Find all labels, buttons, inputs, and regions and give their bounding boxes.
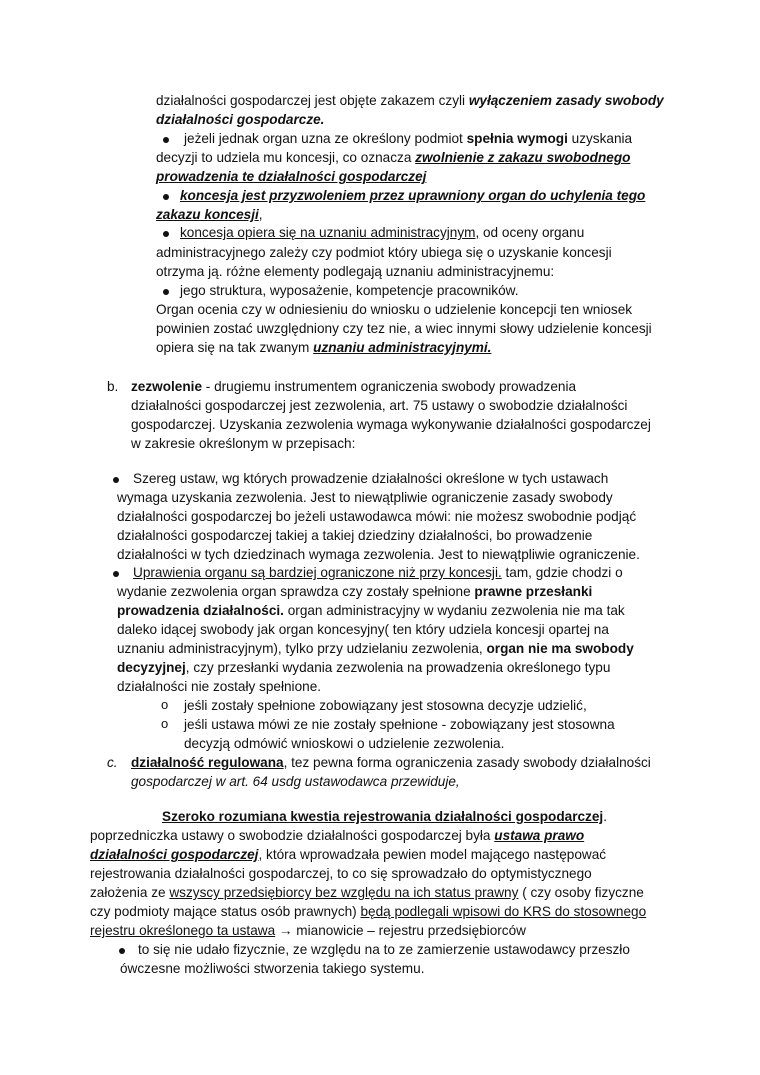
text-line: ówczesne możliwości stworzenia takiego systemu. (120, 961, 425, 976)
text-run: prowadzenia działalności. (117, 603, 284, 618)
text-line: działalności gospodarczej bo jeżeli ustawodawca mówi: nie możesz swobodnie podjąć (117, 509, 637, 524)
text-run: ustawa prawo (494, 828, 585, 843)
text-line: koncesja jest przyzwoleniem przez uprawniony organ do uchylenia tego (180, 188, 646, 203)
text-run: Szeroko rozumiana kwestia rejestrowania działalności gospodarczej (162, 809, 604, 824)
text-line: wymaga uzyskania zezwolenia. Jest to niewątpliwie ograniczenie zasady swobody (117, 490, 613, 505)
text-run: . (603, 809, 607, 824)
text-line: rejestrowania działalności gospodarczej, to co się sprowadzało do optymistycznego (90, 866, 592, 881)
text-line (90, 922, 526, 940)
text-line (117, 640, 634, 658)
text-line (117, 602, 625, 620)
text-run: spełnia wymogi (466, 131, 568, 146)
text-run: ( czy osoby fizyczne (518, 885, 644, 900)
text-run: tam, gdzie chodzi o (501, 565, 623, 580)
text-run: działalności gospodarczej (90, 847, 259, 862)
circle-bullet-icon: o (161, 716, 169, 731)
text-line: jeśli ustawa mówi ze nie zostały spełnione - zobowiązany jest stosowna (184, 717, 615, 732)
text-line: działalności gospodarczej jest zezwolenia, art. 75 ustawy o swobodzie działalności (131, 398, 628, 413)
bullet-icon (163, 194, 169, 200)
text-run: czy podmioty mające status osób prawnych) (90, 904, 361, 919)
text-run: Uprawienia organu są bardziej ograniczone niż przy koncesji. (133, 565, 502, 580)
text-line: jeśli zostały spełnione zobowiązany jest stosowna decyzje udzielić, (184, 698, 587, 713)
text-line: gospodarczej w art. 64 usdg ustawodawca przewiduje, (131, 774, 460, 789)
text-line (117, 583, 592, 601)
section-heading (162, 808, 607, 826)
text-line: gospodarczej. Uzyskania zezwolenia wymaga wykonywanie działalności gospodarczej (131, 417, 651, 432)
list-label: b. (107, 379, 119, 394)
text-line (90, 846, 606, 864)
text-run: uznaniu administracyjnym), tylko przy udzielaniu zezwolenia, (117, 641, 487, 656)
text-run: , (258, 207, 263, 222)
text-line (90, 903, 646, 921)
text-line (184, 130, 632, 148)
text-run: wydanie zezwolenia organ sprawdza czy zostały spełnione (117, 584, 475, 599)
text-line: prowadzenia te działalności gospodarczej (156, 169, 427, 184)
text-run: koncesja opiera się na uznaniu administracyjnym, (180, 225, 480, 240)
text-run: rejestru określonego ta ustawa (90, 923, 276, 938)
text-line: to się nie udało fizycznie, ze względu na to ze zamierzenie ustawodawcy przeszło (138, 942, 630, 957)
text-line: powinien zostać uwzględniony czy tez nie, a wiec innymi słowy udzielenie koncesji (156, 321, 652, 336)
list-label: c. (107, 755, 118, 770)
text-run: uznaniu administracyjnymi. (313, 340, 492, 355)
text-run: , tez pewna forma ograniczenia zasady swobody działalności (283, 755, 651, 770)
text-run: organ nie ma swobody (486, 641, 634, 656)
text-run: , która wprowadzała pewien model mającego następować (258, 847, 607, 862)
text-line (180, 224, 584, 242)
text-run: będą podlegali wpisowi do KRS do stosownego (360, 904, 647, 919)
text-run: prawne przesłanki (474, 584, 593, 599)
text-run: , czy przesłanki wydania zezwolenia na prowadzenia określonego typu (185, 660, 611, 675)
text-line: Szereg ustaw, wg których prowadzenie działalności określone w tych ustawach (133, 471, 609, 486)
bullet-icon (163, 137, 169, 143)
text-run: opiera się na tak zwanym (156, 340, 314, 355)
text-line: działalności w tych dziedzinach wymaga zezwolenia. Jest to niewątpliwie ograniczenie. (117, 547, 640, 562)
text-line: działalności gospodarcze. (156, 112, 325, 127)
text-line: działalności nie zostały spełnione. (117, 679, 322, 694)
text-run: decyzji to udziela mu koncesji, co oznacza (156, 150, 416, 165)
bullet-icon (163, 231, 169, 237)
text-run: poprzedniczka ustawy o swobodzie działalności gospodarczej była (90, 828, 495, 843)
text-line: w zakresie określonym w przepisach: (131, 436, 356, 451)
text-run: wszyscy przedsiębiorcy bez względu na ich status prawny (169, 885, 519, 900)
text-run: jeżeli jednak organ uzna ze określony podmiot (184, 131, 467, 146)
text-run: od oceny organu (479, 225, 585, 240)
arrow-icon: → (275, 923, 297, 938)
text-line (156, 339, 491, 357)
text-line (156, 149, 630, 167)
bullet-icon (119, 948, 125, 954)
text-line: jego struktura, wyposażenie, kompetencje pracowników. (180, 283, 519, 298)
text-run: - drugiemu instrumentem ograniczenia swobody prowadzenia (202, 379, 577, 394)
text-line (131, 378, 576, 396)
text-line (131, 754, 651, 772)
text-run: działalności gospodarczej jest objęte zakazem czyli (156, 93, 469, 108)
text-line: decyzją odmówić wnioskowi o udzielenie zezwolenia. (184, 736, 505, 751)
text-run: założenia ze (90, 885, 170, 900)
bullet-icon (163, 289, 169, 295)
text-line: otrzyma ją. różne elementy podlegają uznaniu administracyjnemu: (156, 264, 555, 279)
circle-bullet-icon: o (161, 697, 169, 712)
text-line (117, 659, 610, 677)
bullet-icon (113, 477, 119, 483)
text-run: zezwolenie (131, 379, 203, 394)
text-run: działalność regulowana (131, 755, 284, 770)
text-line (156, 206, 263, 224)
text-run: zwolnienie z zakazu swobodnego (415, 150, 631, 165)
text-line: daleko idącej swobody jak organ koncesyjny( ten który udziela koncesji opartej na (117, 622, 609, 637)
text-run: decyzyjnej (117, 660, 186, 675)
text-line (90, 884, 644, 902)
text-line: Organ ocenia czy w odniesieniu do wniosku o udzielenie koncepcji ten wniosek (156, 302, 633, 317)
text-run: uzyskania (567, 131, 633, 146)
text-run: wyłączeniem zasady swobody (468, 93, 664, 108)
text-line (90, 827, 584, 845)
text-run: zakazu koncesji (156, 207, 259, 222)
text-line (133, 564, 623, 582)
text-line (156, 92, 664, 110)
text-line: administracyjnego zależy czy podmiot który ubiega się o uzyskanie koncesji (156, 245, 612, 260)
text-run: organ administracyjny w wydaniu zezwolenia nie ma tak (283, 603, 625, 618)
text-line: działalności gospodarczej takiej a takiej dziedziny działalności, bo prowadzenie (117, 528, 593, 543)
bullet-icon (113, 571, 119, 577)
text-run: mianowicie – rejestru przedsiębiorców (296, 923, 526, 938)
